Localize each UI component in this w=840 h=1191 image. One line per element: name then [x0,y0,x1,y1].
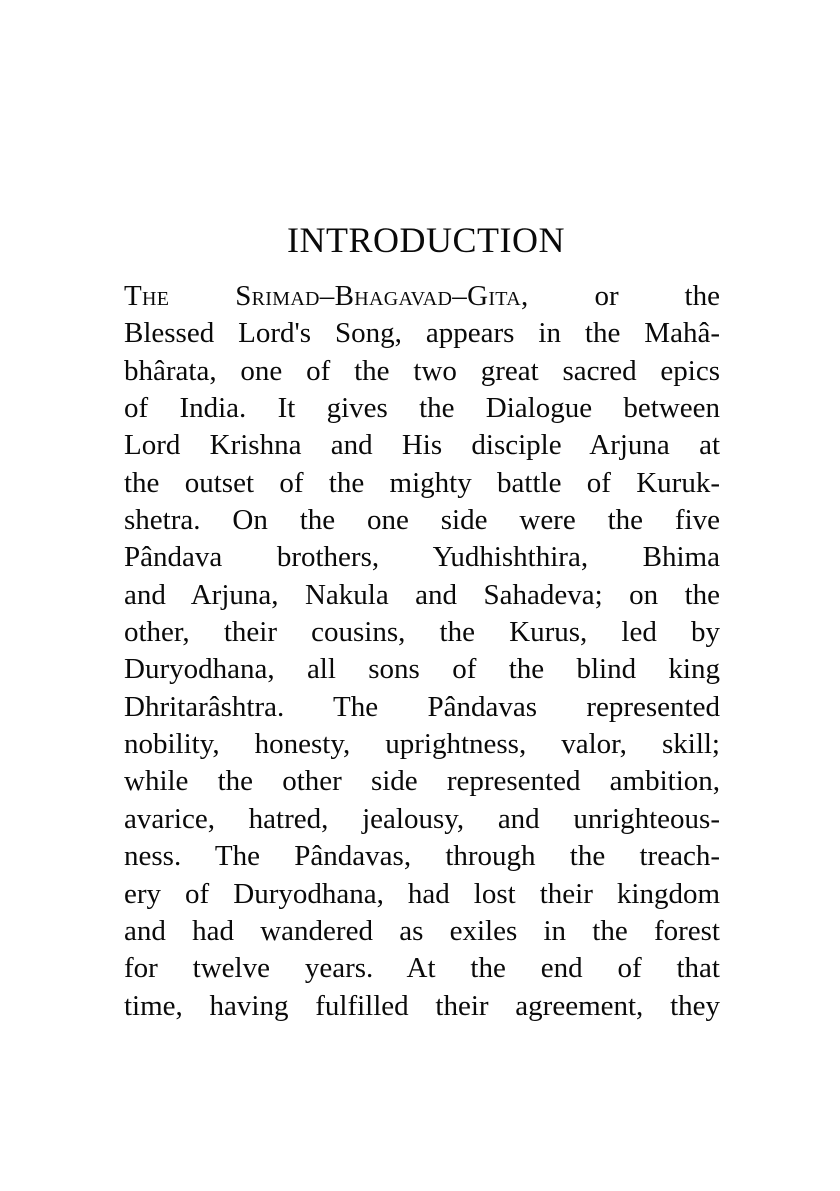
opening-title: Srimad–Bhagavad–Gita, [235,280,529,312]
chapter-heading-text: INTRODUCTION [287,220,565,260]
text-line: Blessed Lord's Song, appears in the Mahâ- [124,317,720,350]
text-line: bhârata, one of the two great sacred epics [124,354,720,387]
text-line: Dhritarâshtra. The Pândavas represented [124,690,720,723]
opening-word: the [684,280,720,312]
text-line: ery of Duryodhana, had lost their kingdom [124,877,720,910]
opening-word: or [594,280,619,312]
text-line: other, their cousins, the Kurus, led by [124,616,720,649]
chapter-heading [0,218,840,262]
text-line: Duryodhana, all sons of the blind king [124,653,720,686]
opening-line [124,278,720,315]
text-line: and had wandered as exiles in the forest [124,914,720,947]
text-line: shetra. On the one side were the five [124,504,720,537]
text-line: and Arjuna, Nakula and Sahadeva; on the [124,578,720,611]
text-line: avarice, hatred, jealousy, and unrighteous- [124,802,720,835]
text-line: ness. The Pândavas, through the treach- [124,840,720,873]
text-line: time, having fulfilled their agreement, they [124,989,720,1022]
body-text [124,278,720,1025]
text-line: Pândava brothers, Yudhishthira, Bhima [124,541,720,574]
text-line: the outset of the mighty battle of Kuruk- [124,466,720,499]
text-line: while the other side represented ambition, [124,765,720,798]
text-line: of India. It gives the Dialogue between [124,392,720,425]
text-line: Lord Krishna and His disciple Arjuna at [124,429,720,462]
opening-lead-word: The [124,280,170,312]
text-line: nobility, honesty, uprightness, valor, skill; [124,728,720,761]
text-line: for twelve years. At the end of that [124,952,720,985]
